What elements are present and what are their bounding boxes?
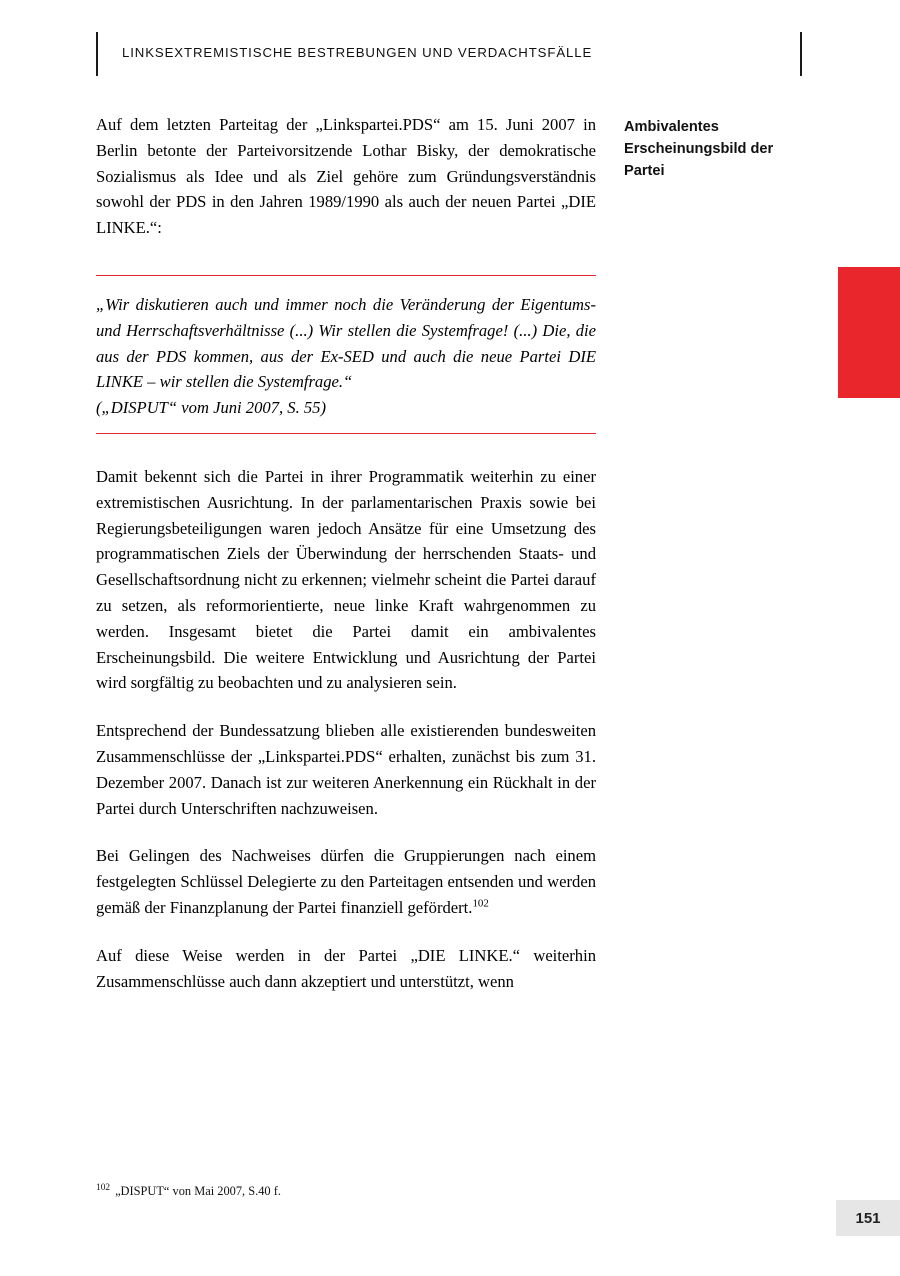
footnote-number: 102 [96, 1183, 111, 1193]
paragraph-delegates-text: Bei Gelingen des Nachweises dürfen die Gruppierungen nach einem festgelegten Schlüssel Delegierte zu den Parteitagen entsenden und werden gemäß der Finanzplanung der Partei finanziell gefördert. [96, 846, 596, 917]
running-title: LINKSEXTREMISTISCHE BESTREBUNGEN UND VERDACHTSFÄLLE [122, 45, 593, 60]
footnote-marker-102: 102 [472, 897, 489, 910]
page-header [96, 32, 808, 76]
header-rule-left [96, 32, 98, 76]
margin-note-heading: Ambivalentes Erscheinungsbild der Partei [624, 119, 774, 180]
main-text-column [96, 112, 596, 994]
header-rule-right [800, 32, 802, 76]
page-number: 151 [836, 1200, 900, 1236]
paragraph-bundessatzung: Entsprechend der Bundessatzung blieben alle existierenden bundesweiten Zusammenschlüsse der „Linkspartei.PDS“ erhalten, zunächst bis zum 31. Dezember 2007. Danach ist zur weiteren Anerkennung ein Rückhalt in der Partei durch Unterschriften nachzuweisen. [96, 721, 596, 818]
paragraph-intro: Auf dem letzten Parteitag der „Linkspartei.PDS“ am 15. Juni 2007 in Berlin betonte der Parteivorsitzende Lothar Bisky, der demokratische Sozialismus als Idee und als Ziel gehöre zum Gründungsverständnis sowohl der PDS in den Jahren 1989/1990 als auch der neuen Partei „DIE LINKE.“: [96, 115, 596, 238]
paragraph-delegates [96, 843, 596, 920]
paragraph-continuation: Auf diese Weise werden in der Partei „DIE LINKE.“ weiterhin Zusammenschlüsse auch dann akzeptiert und unterstützt, wenn [96, 945, 596, 991]
pull-quote-text: „Wir diskutieren auch und immer noch die Veränderung der Eigentums- und Herrschaftsverhältnisse (...) Wir stellen die Systemfrage! (...) Die, die aus der PDS kommen, aus der Ex-SED und auch die neue Partei DIE LINKE – wir stellen die Systemfrage.“ [96, 294, 596, 392]
footnote-block [96, 1182, 596, 1200]
pull-quote [96, 275, 596, 434]
chapter-edge-tab [838, 267, 900, 398]
paragraph-assessment: Damit bekennt sich die Partei in ihrer Programmatik weiterhin zu einer extremistischen Ausrichtung. In der parlamentarischen Praxis sowie bei Regierungsbeteiligungen waren jedoch Ansätze für eine Umsetzung des programmatischen Ziels der Überwindung der herrschenden Staats- und Gesellschaftsordnung nicht zu erkennen; vielmehr scheint die Partei darauf zu setzen, als reformorientierte, neue linke Kraft wahrgenommen zu werden. Insgesamt bietet die Partei damit ein ambivalentes Erscheinungsbild. Die weitere Entwicklung und Ausrichtung der Partei wird sorgfältig zu beobachten und zu analysieren sein. [96, 466, 596, 693]
pull-quote-source: („DISPUT“ vom Juni 2007, S. 55) [96, 398, 326, 418]
footnote-text: „DISPUT“ von Mai 2007, S.40 f. [115, 1184, 281, 1199]
